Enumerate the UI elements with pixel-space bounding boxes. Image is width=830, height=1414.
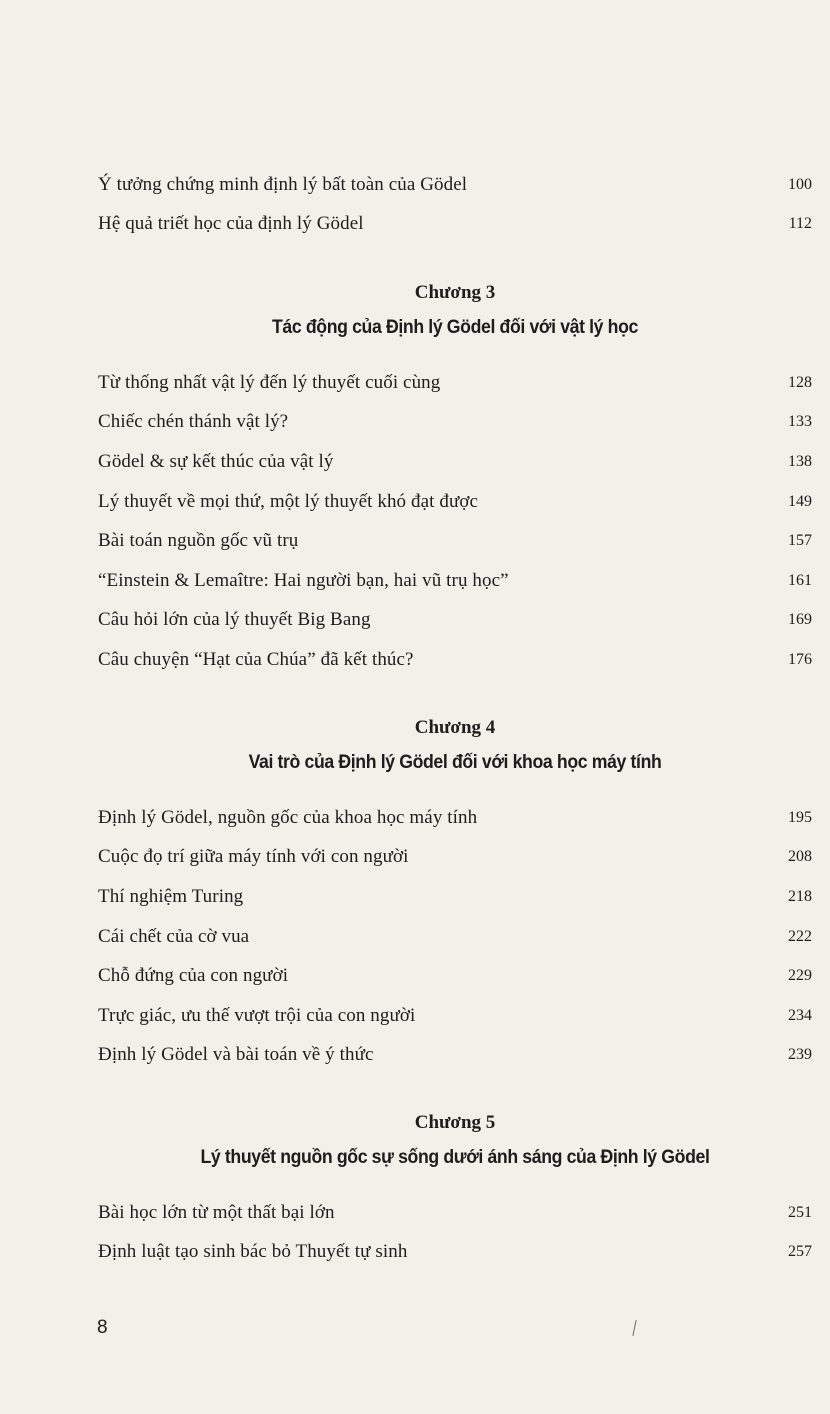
toc-entry[interactable] (98, 640, 812, 680)
toc-entry[interactable] (98, 1193, 812, 1233)
chapter-3-entries (98, 363, 812, 680)
toc-entry-title: Bài toán nguồn gốc vũ trụ (98, 530, 299, 552)
toc-entry[interactable] (98, 403, 812, 443)
toc-entry-page: 138 (788, 452, 812, 470)
toc-entry[interactable] (98, 798, 812, 838)
chapter-title: Tác động của Định lý Gödel đối với vật lý học (272, 317, 638, 338)
toc-entry-title: Từ thống nhất vật lý đến lý thuyết cuối cùng (98, 371, 441, 393)
toc-entry-page: 161 (788, 571, 812, 589)
toc-entry[interactable] (98, 205, 812, 245)
toc-top-entries (98, 165, 812, 244)
chapter-title: Vai trò của Định lý Gödel đối với khoa học máy tính (248, 752, 662, 773)
toc-entry-title: Định lý Gödel và bài toán về ý thức (98, 1044, 374, 1066)
toc-entry[interactable] (98, 838, 812, 878)
toc-entry[interactable] (98, 442, 812, 482)
toc-entry-title: Ý tưởng chứng minh định lý bất toàn của Gödel (98, 173, 468, 195)
toc-entry-title: Trực giác, ưu thế vượt trội của con người (98, 1004, 416, 1026)
toc-entry-title: Thí nghiệm Turing (98, 885, 244, 907)
chapter-5-entries (98, 1193, 812, 1272)
chapter-4-entries (98, 798, 812, 1075)
toc-entry[interactable] (98, 363, 812, 403)
toc-entry-page: 133 (788, 413, 812, 431)
chapter-5-heading (98, 1108, 812, 1178)
toc-entry-title: Hệ quả triết học của định lý Gödel (98, 213, 364, 235)
chapter-label: Chương 5 (414, 1112, 496, 1133)
toc-entry-page: 222 (788, 927, 812, 945)
toc-entry-title: Câu hỏi lớn của lý thuyết Big Bang (98, 609, 371, 631)
toc-entry-page: 149 (788, 492, 812, 510)
page-number: 8 (97, 1317, 108, 1338)
toc-entry-title: Chiếc chén thánh vật lý? (98, 411, 289, 433)
toc-entry-page: 176 (788, 650, 812, 668)
toc-entry-page: 234 (788, 1006, 812, 1024)
chapter-label: Chương 4 (414, 717, 496, 738)
toc-entry-page: 208 (788, 848, 812, 866)
toc-entry-page: 157 (788, 532, 812, 550)
toc-entry[interactable] (98, 482, 812, 522)
toc-entry-title: Định lý Gödel, nguồn gốc của khoa học máy tính (98, 806, 478, 828)
toc-entry-page: 218 (788, 887, 812, 905)
toc-entry[interactable] (98, 996, 812, 1036)
toc-entry[interactable] (98, 561, 812, 601)
toc-entry[interactable] (98, 601, 812, 641)
chapter-label: Chương 3 (414, 282, 496, 303)
toc-entry-title: “Einstein & Lemaître: Hai người bạn, hai vũ trụ học” (98, 569, 509, 591)
toc-entry-title: Lý thuyết về mọi thứ, một lý thuyết khó đạt được (98, 490, 479, 512)
toc-entry-page: 251 (788, 1203, 812, 1221)
toc-entry-title: Chỗ đứng của con người (98, 965, 289, 987)
toc-entry-page: 257 (788, 1243, 812, 1261)
toc-entry-page: 229 (788, 967, 812, 985)
toc-entry-page: 112 (788, 215, 812, 233)
toc-entry-title: Gödel & sự kết thúc của vật lý (98, 450, 334, 472)
toc-entry-page: 128 (788, 373, 812, 391)
toc-entry-title: Câu chuyện “Hạt của Chúa” đã kết thúc? (98, 648, 414, 670)
toc-entry[interactable] (98, 1036, 812, 1076)
toc-entry[interactable] (98, 956, 812, 996)
toc-entry-title: Định luật tạo sinh bác bỏ Thuyết tự sinh (98, 1241, 408, 1263)
toc-entry[interactable] (98, 165, 812, 205)
toc-entry[interactable] (98, 877, 812, 917)
pencil-mark-decoration (632, 1320, 636, 1336)
toc-entry-title: Bài học lớn từ một thất bại lớn (98, 1201, 335, 1223)
chapter-3-heading (98, 278, 812, 348)
toc-entry-page: 169 (788, 611, 812, 629)
toc-entry[interactable] (98, 521, 812, 561)
chapter-4-heading (98, 713, 812, 783)
toc-entry-title: Cuộc đọ trí giữa máy tính với con người (98, 846, 409, 868)
toc-entry[interactable] (98, 917, 812, 957)
toc-entry-title: Cái chết của cờ vua (98, 925, 250, 947)
toc-entry-page: 100 (788, 175, 812, 193)
toc-entry[interactable] (98, 1233, 812, 1273)
toc-entry-page: 195 (788, 808, 812, 826)
toc-entry-page: 239 (788, 1046, 812, 1064)
chapter-title: Lý thuyết nguồn gốc sự sống dưới ánh sáng của Định lý Gödel (200, 1147, 710, 1168)
